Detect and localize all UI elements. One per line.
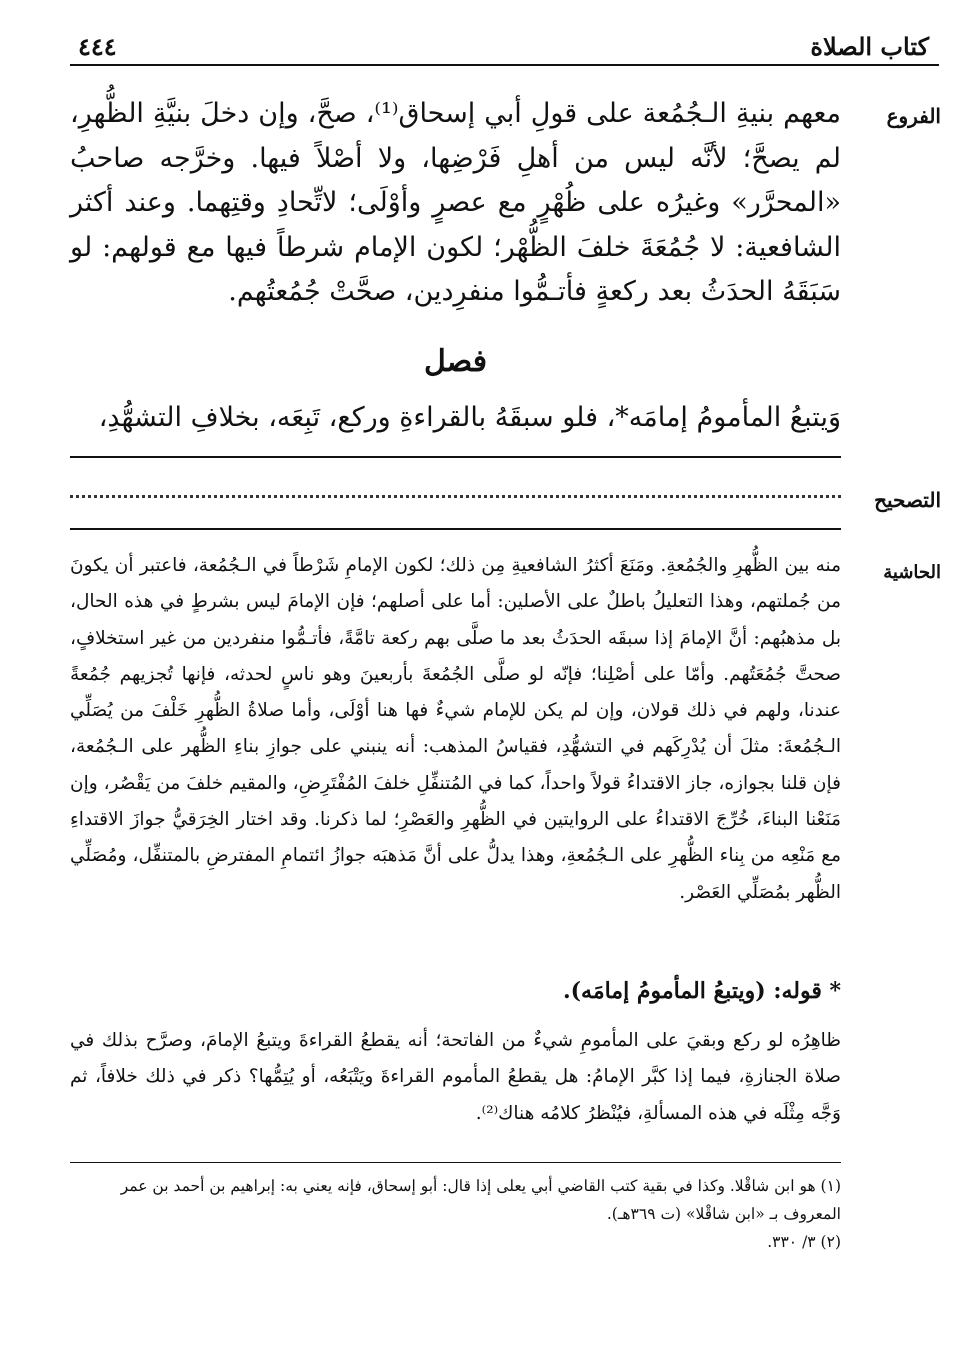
- book-title: كتاب الصلاة: [810, 32, 929, 61]
- section-title: فصل: [423, 344, 488, 379]
- commentary-heading: * قوله: (ويتبعُ المأمومُ إمامَه).: [562, 978, 841, 1004]
- divider-bottom: [70, 528, 841, 530]
- page-header: [70, 32, 939, 68]
- commentary-text: ظاهِرُه لو ركع وبقيَ على المأمومِ شيءٌ من الفاتحة؛ أنه يقطعُ القراءةَ ويتبعُ الإمامَ، وصرَّح بذلك في صلاة الجنازةِ، فيما إذا كبَّر الإمامُ: هل يقطعُ المأموم القراءةَ ويَتْبَعُه، أو يُتِمُّها؟ ذكر في ذلك خلافاً، ثم وَجَّه مِثْلَه في هذه المسألةِ، فيُنْظرُ كلامُه هناك⁽²⁾.: [70, 1030, 841, 1124]
- tashih-dotted-line: [70, 495, 841, 498]
- hashiya-text: منه بين الظُّهرِ والجُمُعةِ. ومَنَعَ أكثرُ الشافعيةِ مِن ذلك؛ لكون الإمامِ شَرْطاً في الـجُمُعة، فاعتبر أن يكونَ من جُملتهم، وهذا التعليلُ باطلٌ على الأصلين: أما على أصلهم؛ فإن الإمامَ ليس بشرطٍ في هذه الحال، بل مذهبُهم: أنَّ الإمامَ إذا سبقَه الحدَثُ بعد ما صلَّى بهم ركعة تامَّةً، فأتـمُّوا منفردين من غير استخلافٍ، صحتَّ جُمُعَتُهم. وأمّا على أصْلِنا؛ فإنّه لو صلَّى الجُمُعةَ بأربعينَ وهو ناسٍ لحدثه، فإنها تُجزيهم جُمُعةً عندنا، ولهم في ذلك قولان، وإن لم يكن للإمام شيءٌ فها هنا أوْلَى، وأما صلاةُ الظُّهرِ خَلْفَ من يُصَلِّي الـجُمُعةَ: مثلَ أن يُدْرِكَهم في التشهُّدِ، فقياسُ المذهب: أنه ينبني على جوازِ بناءِ الظُّهر على الـجُمُعة، فإن قلنا بجوازه، جاز الاقتداءُ قولاً واحداً، كما في المُتنفِّلِ خلفَ المُفْتَرِضِ، والمقيم خلفَ من يَقْصُر، وإن مَنَعْنا البناءَ، خُرِّجَ الاقتداءُ على الروايتين في الظُّهرِ والعَصْرِ؛ لما ذكرنا. وقد اختار الخِرَقيُّ جوازَ الاقتداءِ مع مَنْعِه من بِناء الظُّهرِ على الـجُمُعةِ، وهذا يدلُّ على أنَّ مَذهبَه جوازُ ائتمامِ المفترضِ بالمتنفِّل، ومُصَلِّي الظُّهر بمُصَلِّي العَصْر.: [70, 555, 841, 903]
- footnote-1: (١) هو ابن شاقْلا. وكذا في بقية كتب القاضي أبي يعلى إذا قال: أبو إسحاق، فإنه يعني به: إبراهيم بن أحمد بن عمر المعروف بـ «ابن شاقْلا» (ت ٣٦٩هـ).: [120, 1177, 841, 1223]
- page-number: ٤٤٤: [78, 32, 117, 61]
- header-rule: [70, 64, 939, 66]
- footnote-rule: [70, 1162, 841, 1163]
- main-text: معهم بنيةِ الـجُمُعة على قولِ أبي إسحاق⁽¹⁾، صحَّ، وإن دخلَ بنيَّةِ الظُّهرِ، لم يصحَّ؛ لأنَّه ليس من أهلِ فَرْضِها، ولا أصْلاً فيها. وخرَّجه صاحبُ «المحرَّر» وغيرُه على ظُهْرٍ مع عصرٍ وأوْلَى؛ لاتِّحادِ وقتِهما. وعند أكثر الشافعية: لا جُمُعَةَ خلفَ الظُّهْر؛ لكون الإمام شرطاً فيها مع قولهم: لو سَبَقَهُ الحدَثُ بعد ركعةٍ فأتـمُّوا منفرِدين، صحَّتْ جُمُعتُهم.: [70, 98, 842, 308]
- divider-top: [70, 456, 841, 458]
- label-tashih: التصحيح: [874, 488, 941, 512]
- footnotes: [70, 1172, 841, 1256]
- section-text: وَيتبعُ المأمومُ إمامَه*، فلو سبقَهُ بالقراءةِ وركع، تَبِعَه، بخلافِ التشهُّدِ،: [98, 402, 841, 433]
- footnote-2: (٢) ٣/ ٣٣٠.: [767, 1233, 841, 1251]
- label-hashiya: الحاشية: [883, 562, 941, 583]
- label-furu: الفروع: [886, 104, 941, 128]
